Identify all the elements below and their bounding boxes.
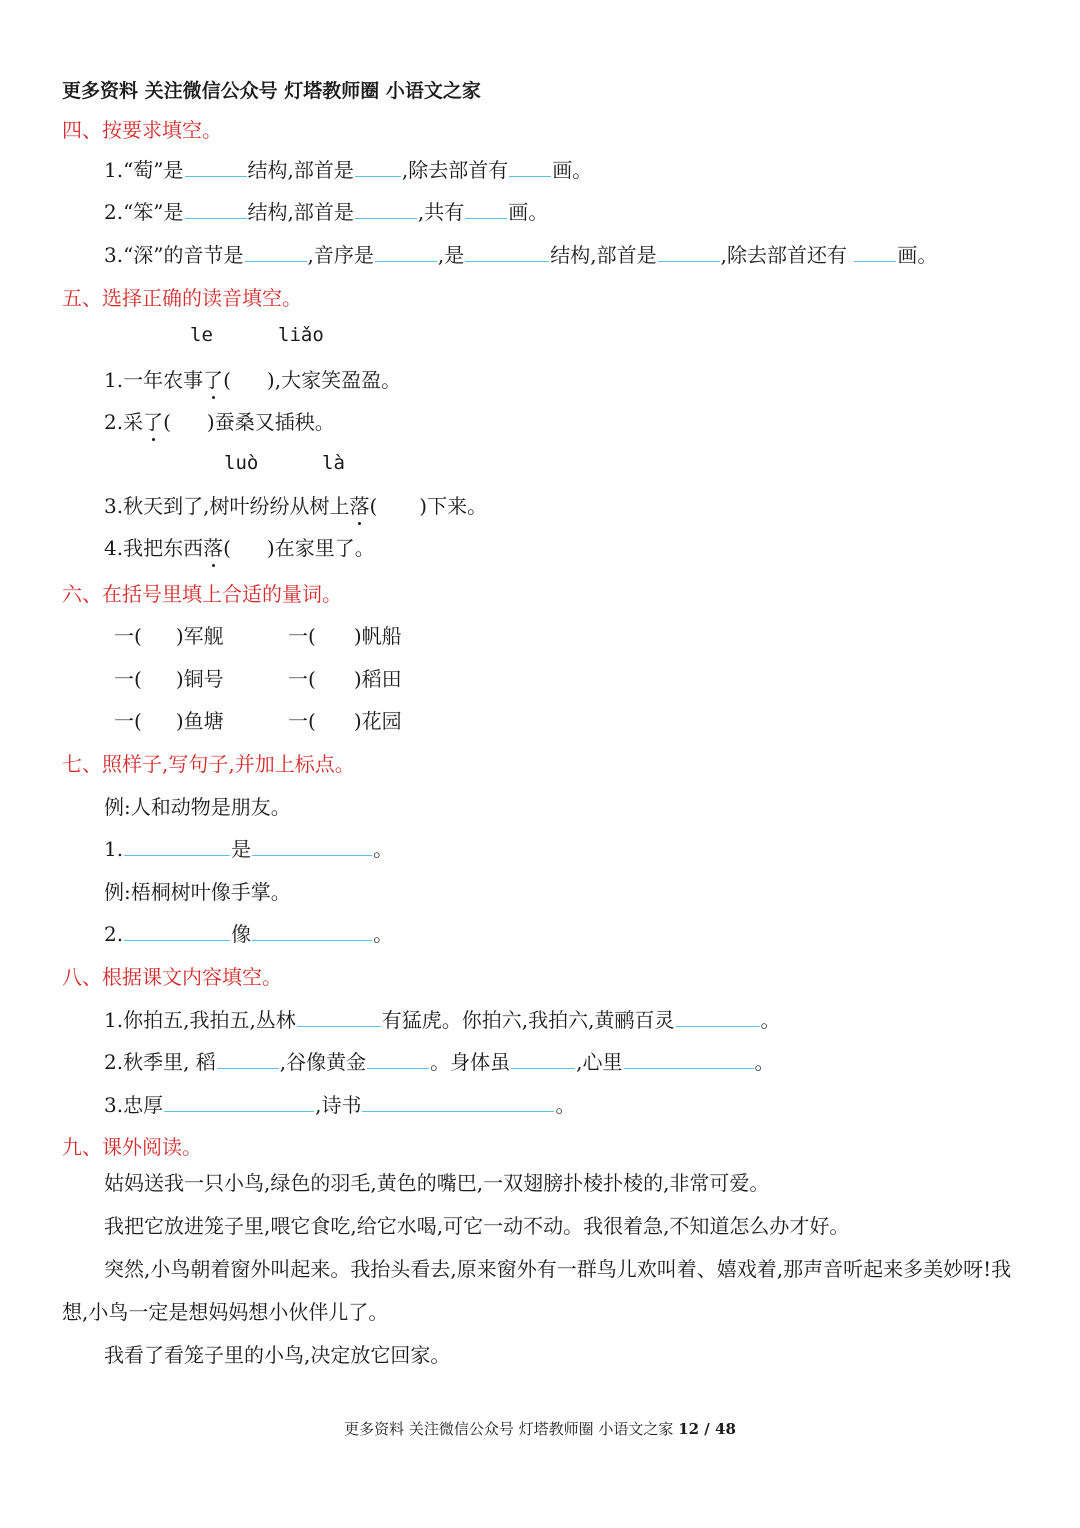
measure-word-item: 一( )花园 — [288, 709, 402, 733]
s8-question-1: 1.你拍五,我拍五,丛林 有猛虎。你拍六,我拍六,黄鹂百灵 。 — [104, 1008, 781, 1032]
s5-question-4: 4.我把东西落( )在家里了。 — [104, 532, 375, 561]
answer-blank[interactable] — [509, 160, 551, 177]
answer-blank[interactable] — [217, 1052, 279, 1069]
answer-blank[interactable] — [297, 1010, 381, 1027]
pinyin-option: là — [322, 452, 345, 474]
section-4-title: 四、按要求填空。 — [62, 118, 222, 142]
answer-blank[interactable] — [355, 202, 417, 219]
answer-blank[interactable] — [511, 1052, 575, 1069]
measure-word-item: 一( )鱼塘 — [114, 709, 224, 733]
s8-question-2: 2.秋季里, 稻 ,谷像黄金 。身体虽 ,心里 。 — [104, 1050, 775, 1074]
section-8-title: 八、根据课文内容填空。 — [62, 965, 282, 989]
s4-question-3: 3.“深”的音节是 ,音序是 ,是 结构,部首是 ,除去部首还有 画。 — [104, 243, 938, 267]
answer-blank[interactable] — [854, 245, 896, 262]
pinyin-option: luò — [224, 452, 259, 474]
answer-blank[interactable] — [465, 245, 549, 262]
answer-blank[interactable] — [124, 924, 230, 941]
reading-paragraph: 我看了看笼子里的小鸟,决定放它回家。 — [104, 1343, 451, 1367]
answer-blank[interactable] — [676, 1010, 760, 1027]
answer-blank[interactable] — [355, 160, 401, 177]
s7-example-2: 例:梧桐树叶像手掌。 — [104, 880, 291, 904]
measure-word-item: 一( )铜号 — [114, 667, 224, 691]
answer-blank[interactable] — [624, 1052, 754, 1069]
s7-example-1: 例:人和动物是朋友。 — [104, 795, 291, 819]
s5-question-2: 2.采了( )蚕桑又插秧。 — [104, 406, 335, 435]
answer-blank[interactable] — [465, 202, 507, 219]
measure-word-item: 一( )帆船 — [288, 624, 402, 648]
answer-blank[interactable] — [124, 839, 230, 856]
answer-blank[interactable] — [367, 1052, 429, 1069]
answer-blank[interactable] — [245, 245, 307, 262]
answer-blank[interactable] — [252, 924, 372, 941]
answer-blank[interactable] — [375, 245, 437, 262]
answer-blank[interactable] — [362, 1095, 554, 1112]
pinyin-option: liǎo — [278, 324, 324, 346]
answer-blank[interactable] — [252, 839, 372, 856]
s4-question-1: 1.“萄”是 结构,部首是 ,除去部首有 画。 — [104, 158, 593, 182]
section-5-title: 五、选择正确的读音填空。 — [62, 286, 302, 310]
reading-paragraph: 我把它放进笼子里,喂它食吃,给它水喝,可它一动不动。我很着急,不知道怎么办才好。 — [104, 1214, 850, 1238]
reading-paragraph: 突然,小鸟朝着窗外叫起来。我抬头看去,原来窗外有一群鸟儿欢叫着、嬉戏着,那声音听起来多美妙呀!我想,小鸟一定是想妈妈想小伙伴儿了。 — [62, 1257, 1012, 1324]
s5-question-3: 3.秋天到了,树叶纷纷从树上落( )下来。 — [104, 490, 487, 519]
section-9-title: 九、课外阅读。 — [62, 1135, 202, 1159]
s4-question-2: 2.“笨”是 结构,部首是 ,共有 画。 — [104, 200, 549, 224]
answer-blank[interactable] — [185, 160, 247, 177]
pinyin-option: le — [190, 324, 213, 346]
answer-blank[interactable] — [185, 202, 247, 219]
answer-blank[interactable] — [658, 245, 720, 262]
section-7-title: 七、照样子,写句子,并加上标点。 — [62, 752, 355, 776]
s7-question-2: 2. 像 。 — [104, 922, 394, 946]
page-total: 48 — [715, 1420, 736, 1438]
reading-paragraph: 姑妈送我一只小鸟,绿色的羽毛,黄色的嘴巴,一双翅膀扑棱扑棱的,非常可爱。 — [104, 1171, 770, 1195]
page-number: 12 — [678, 1420, 700, 1438]
s5-question-1: 1.一年农事了( ),大家笑盈盈。 — [104, 364, 401, 393]
page-header: 更多资料 关注微信公众号 灯塔教师圈 小语文之家 — [62, 80, 481, 102]
answer-blank[interactable] — [164, 1095, 314, 1112]
measure-word-item: 一( )稻田 — [288, 667, 402, 691]
section-6-title: 六、在括号里填上合适的量词。 — [62, 582, 342, 606]
measure-word-item: 一( )军舰 — [114, 624, 224, 648]
s7-question-1: 1. 是 。 — [104, 837, 394, 861]
page-footer: 更多资料 关注微信公众号 灯塔教师圈 小语文之家 12 / 48 — [344, 1420, 736, 1438]
s8-question-3: 3.忠厚 ,诗书 。 — [104, 1093, 576, 1117]
